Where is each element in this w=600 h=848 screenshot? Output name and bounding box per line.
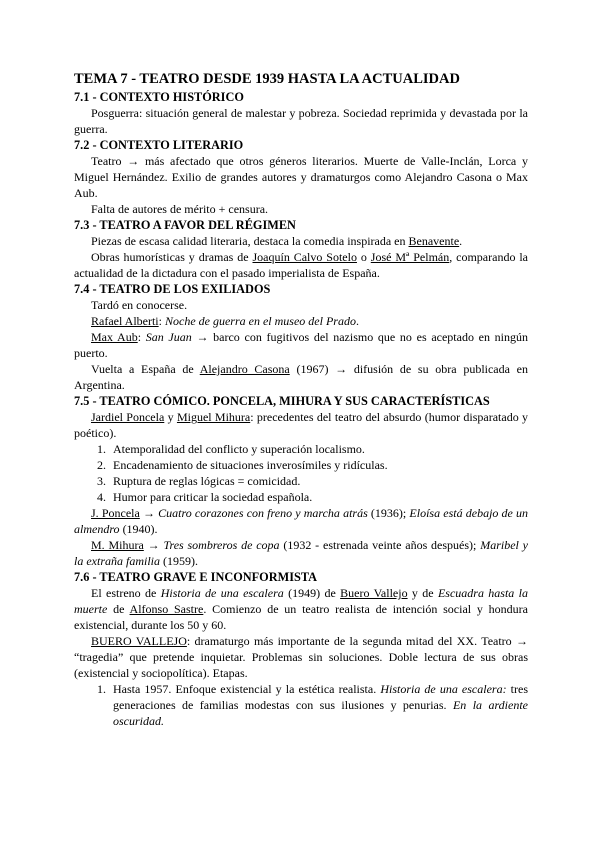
work-title: Noche de guerra en el museo del Prado — [164, 314, 356, 328]
author-link: Max Aub — [91, 330, 138, 344]
section-heading-7-3: 7.3 - TEATRO A FAVOR DEL RÉGIMEN — [74, 218, 296, 232]
text: . — [355, 314, 359, 328]
text: y — [164, 410, 177, 424]
paragraph — [74, 313, 528, 329]
paragraph — [74, 249, 528, 281]
paragraph — [74, 361, 528, 393]
text: → barco con fugitivos del nazismo que no es aceptado en ningún puerto. — [74, 330, 529, 360]
section-heading-7-5: 7.5 - TEATRO CÓMICO. PONCELA, MIHURA Y SUS CARACTERÍSTICAS — [74, 394, 490, 408]
text: y de — [407, 586, 438, 600]
text: : — [137, 330, 146, 344]
paragraph — [74, 585, 528, 633]
work-title: San Juan — [145, 330, 192, 344]
list-item: 3. Ruptura de reglas lógicas = comicidad. — [109, 473, 528, 489]
list-item: 1. Atemporalidad del conflicto y superación localismo. — [109, 441, 528, 457]
paragraph — [74, 329, 528, 361]
section-heading-7-1: 7.1 - CONTEXTO HISTÓRICO — [74, 90, 244, 104]
text: Obras humorísticas y dramas de — [91, 250, 253, 264]
author-link: Joaquín Calvo Sotelo — [252, 250, 357, 264]
text: Piezas de escasa calidad literaria, destaca la comedia inspirada en — [91, 234, 409, 248]
paragraph: Posguerra: situación general de malestar y pobreza. Sociedad reprimida y devastada por la guerra. — [74, 106, 528, 136]
text: tres generaciones de familias modestas con sus ilusiones y penurias. — [113, 682, 528, 712]
paragraph: Teatro → más afectado que otros géneros literarios. Muerte de Valle-Inclán, Lorca y Miguel Hernández. Exilio de grandes autores y dramaturgos como Alejandro Casona o Max Aub. — [74, 154, 528, 200]
work-title: Maribel y la extraña familia — [74, 538, 529, 568]
stages-list — [74, 681, 528, 729]
work-title: Escuadra hasta la muerte — [74, 586, 528, 616]
list-item: 2. Encadenamiento de situaciones inverosímiles y ridículas. — [109, 457, 528, 473]
text: (1940). — [119, 522, 158, 536]
paragraph — [74, 505, 528, 537]
text: (1949) de — [283, 586, 341, 600]
author-link: Alejandro Casona — [199, 362, 290, 376]
text: o — [356, 250, 371, 264]
work-title: Historia de una escalera: — [380, 682, 507, 696]
author-link: Buero Vallejo — [340, 586, 408, 600]
text: El estreno de — [91, 586, 161, 600]
text: , comparando la actualidad de la dictadura con el pasado imperialista de España. — [74, 250, 529, 280]
text: . Comienzo de un teatro realista de intención social y hondura existencial, durante los 50 y 60. — [74, 602, 528, 632]
list-item — [109, 681, 528, 729]
author-link: M. Mihura — [91, 538, 144, 552]
author-link: Benavente — [408, 234, 460, 248]
text: de — [107, 602, 130, 616]
paragraph — [74, 233, 528, 249]
text: (1967) → difusión de su obra publicada en Argentina. — [74, 362, 528, 392]
text: Vuelta a España de — [91, 362, 200, 376]
work-title: En la ardiente oscuridad. — [113, 698, 528, 728]
paragraph — [74, 633, 528, 681]
paragraph — [74, 409, 528, 441]
text: → — [139, 506, 159, 520]
text: → — [143, 538, 164, 552]
author-link: Alfonso Sastre — [129, 602, 204, 616]
section-heading-7-6: 7.6 - TEATRO GRAVE E INCONFORMISTA — [74, 570, 318, 584]
author-link: José Mª Pelmán — [370, 250, 450, 264]
author-link: Rafael Alberti — [91, 314, 159, 328]
section-heading-7-2: 7.2 - CONTEXTO LITERARIO — [74, 138, 244, 152]
author-link: BUERO VALLEJO — [91, 634, 187, 648]
text: . — [459, 234, 463, 248]
work-title: Tres sombreros de copa — [163, 538, 280, 552]
text: (1959). — [160, 554, 198, 568]
work-title: Historia de una escalera — [160, 586, 284, 600]
author-link: J. Poncela — [91, 506, 140, 520]
text: (1932 - estrenada veinte años después); — [279, 538, 481, 552]
document-title: TEMA 7 - TEATRO DESDE 1939 HASTA LA ACTUALIDAD — [74, 71, 460, 87]
text: : precedentes del teatro del absurdo (humor disparatado y poético). — [74, 410, 529, 440]
paragraph: Falta de autores de mérito + censura. — [91, 202, 269, 216]
text: Hasta 1957. Enfoque existencial y la estética realista. — [113, 682, 381, 696]
text: (1936); — [367, 506, 410, 520]
characteristics-list — [74, 441, 528, 505]
paragraph: Tardó en conocerse. — [91, 298, 188, 312]
section-heading-7-4: 7.4 - TEATRO DE LOS EXILIADOS — [74, 282, 271, 296]
work-title: Eloísa está debajo de un almendro — [74, 506, 529, 536]
text: : — [158, 314, 165, 328]
list-item: 4. Humor para criticar la sociedad española. — [109, 489, 528, 505]
author-link: Miguel Mihura — [176, 410, 251, 424]
work-title: Cuatro corazones con freno y marcha atrás — [158, 506, 368, 520]
author-link: Jardiel Poncela — [91, 410, 165, 424]
text: : dramaturgo más importante de la segunda mitad del XX. Teatro → “tragedia” que pretende inquietar. Problemas sin soluciones. Doble lectura de sus obras (existencial y sociopolítica). Etapas. — [74, 634, 528, 680]
paragraph — [74, 537, 528, 569]
